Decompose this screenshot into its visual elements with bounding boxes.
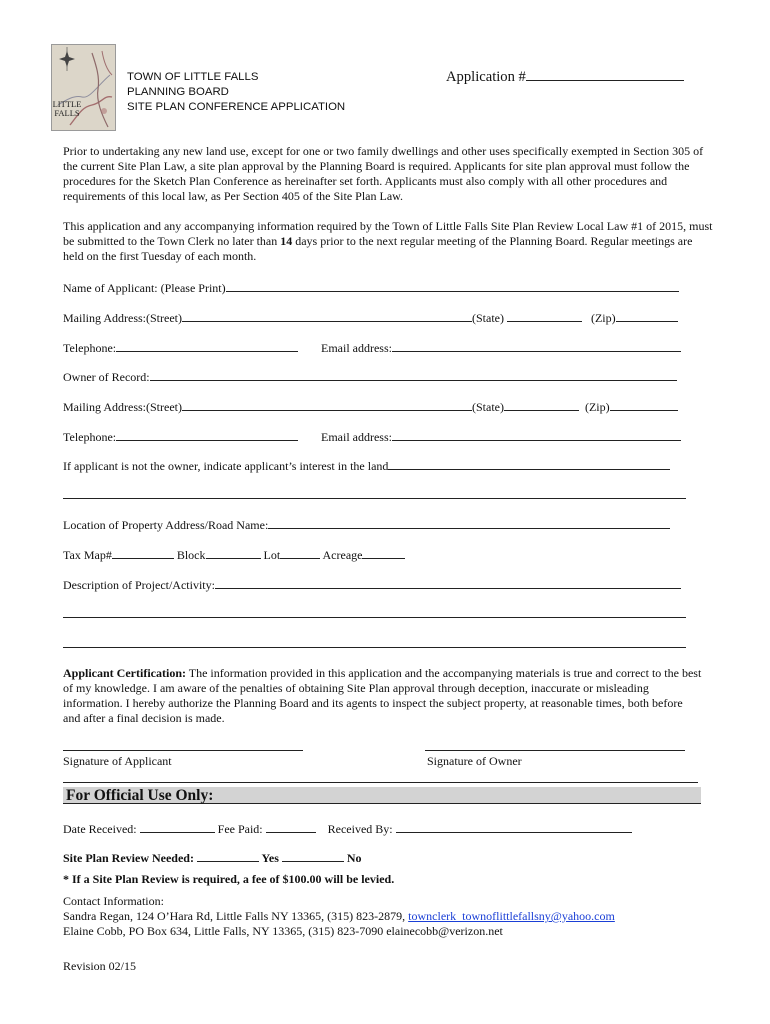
application-number-field[interactable] (446, 68, 684, 86)
property-location-label: Location of Property Address/Road Name: (63, 518, 269, 532)
review-fee-note: * If a Site Plan Review is required, a fee of $100.00 will be levied. (63, 872, 395, 886)
intro-paragraph-1: Prior to undertaking any new land use, except for one or two family dwellings and other uses specifically exempted in Section 305 of the current Site Plan Law, a site plan approval by the Planning Board is required. Applicants for site plan approval must follow the procedures for the Sketch Plan Conference as hereinafter set forth. Applicants must also comply with all other procedures and requirements of this local law, as Per Section 405 of the Site Plan Law. (63, 144, 704, 203)
intro-p2-text-b: days prior to the next regular meeting of the Planning Board. Regular meetings are held on the first Tuesday of each month. (63, 234, 693, 263)
application-number-label: Application # (446, 69, 526, 85)
date-received-label: Date Received: (63, 822, 137, 836)
project-description-line-3[interactable] (63, 647, 686, 648)
state-label: (State) (471, 311, 504, 325)
site-plan-review-needed-row[interactable] (63, 849, 362, 866)
intro-p2-days: 14 (280, 234, 293, 248)
applicant-certification (63, 666, 703, 726)
intro-paragraph-2 (63, 219, 713, 264)
contact-1-text: Sandra Regan, 124 O’Hara Rd, Little Falls NY 13365, (315) 823-2879, (63, 909, 409, 923)
email-label: Email address: (321, 430, 392, 444)
applicant-interest-field[interactable] (63, 457, 670, 474)
certification-title: Applicant Certification: (63, 666, 186, 680)
contact-line-2: Elaine Cobb, PO Box 634, Little Falls, NY 13365, (315) 823-7090 elainecobb@verizon.net (63, 924, 503, 938)
section-divider (63, 782, 698, 783)
owner-telephone-field[interactable] (63, 428, 298, 445)
certification-text: The information provided in this application and the accompanying materials is true and correct to the best of my knowledge. I am aware of the penalties of obtaining Site Plan approval through deception, inaccurate or misleading information. I hereby authorize the Planning Board and its agents to inspect the subject property, at reasonable times, both before and after a final decision is made. (63, 666, 702, 725)
official-received-row[interactable] (63, 820, 632, 837)
applicant-signature-label: Signature of Applicant (63, 754, 172, 768)
logo-text-line2: FALLS (54, 108, 80, 118)
applicant-interest-label: If applicant is not the owner, indicate applicant’s interest in the land (63, 459, 389, 473)
official-use-heading: For Official Use Only: (63, 787, 701, 804)
state-label: (State) (471, 400, 504, 414)
applicant-signature-line[interactable] (63, 750, 303, 751)
header-form-title: SITE PLAN CONFERENCE APPLICATION (127, 101, 346, 113)
acreage-label: Acreage (322, 548, 363, 562)
block-label: Block (176, 548, 206, 562)
intro-p2-text-a: This application and any accompanying information required by the Town of Little Falls Site Plan Review Local Law #1 of 2015, must be submitted to the Town Clerk no later than (63, 219, 713, 248)
owner-of-record-field[interactable] (63, 368, 677, 385)
review-yes-label: Yes (261, 851, 279, 865)
zip-label: (Zip) (590, 311, 616, 325)
zip-label: (Zip) (584, 400, 610, 414)
applicant-telephone-field[interactable] (63, 339, 298, 356)
owner-email-field[interactable] (321, 428, 681, 445)
applicant-mailing-address-field[interactable] (63, 309, 678, 326)
project-description-label: Description of Project/Activity: (63, 578, 215, 592)
header-board-name: PLANNING BOARD (127, 86, 229, 98)
review-no-label: No (346, 851, 362, 865)
owner-of-record-label: Owner of Record: (63, 370, 150, 384)
project-description-line-2[interactable] (63, 617, 686, 618)
lot-label: Lot (263, 548, 281, 562)
telephone-label: Telephone: (63, 430, 117, 444)
mailing-street-label: Mailing Address:(Street) (63, 400, 182, 414)
town-logo (51, 44, 116, 131)
received-by-label: Received By: (327, 822, 393, 836)
applicant-interest-line-2[interactable] (63, 498, 686, 499)
project-description-field[interactable] (63, 576, 681, 593)
applicant-email-field[interactable] (321, 339, 681, 356)
owner-signature-label: Signature of Owner (427, 754, 522, 768)
email-label: Email address: (321, 341, 392, 355)
review-needed-label: Site Plan Review Needed: (63, 851, 194, 865)
fee-paid-label: Fee Paid: (217, 822, 263, 836)
contact-1-email-link[interactable]: townclerk_townoflittlefallsny@yahoo.com (408, 909, 615, 923)
mailing-street-label: Mailing Address:(Street) (63, 311, 182, 325)
owner-signature-line[interactable] (425, 750, 685, 751)
telephone-label: Telephone: (63, 341, 117, 355)
tax-map-row[interactable] (63, 546, 405, 563)
contact-label: Contact Information: (63, 894, 164, 908)
owner-mailing-address-field[interactable] (63, 398, 678, 415)
applicant-name-field[interactable] (63, 279, 679, 296)
revision-label: Revision 02/15 (63, 959, 137, 973)
header-town-name: TOWN OF LITTLE FALLS (127, 71, 259, 83)
logo-text-line1: LITTLE (52, 99, 82, 109)
applicant-name-label: Name of Applicant: (Please Print) (63, 281, 226, 295)
tax-map-label: Tax Map# (63, 548, 112, 562)
property-location-field[interactable] (63, 516, 670, 533)
contact-line-1 (63, 909, 615, 924)
